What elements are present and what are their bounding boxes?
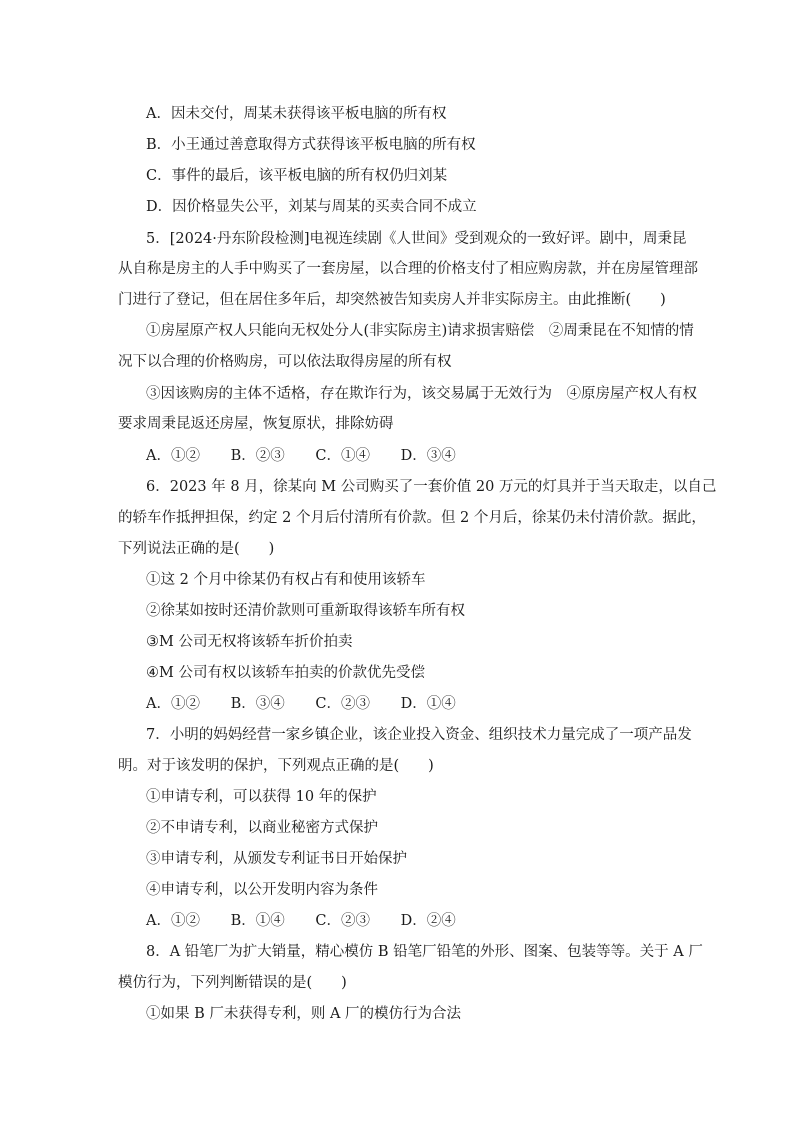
q5-item-1-line-2: 况下以合理的价格购房，可以依法取得房屋的所有权 <box>118 354 452 370</box>
q6-item-4: ④M 公司有权以该轿车拍卖的价款优先受偿 <box>146 665 425 681</box>
q6-choice-d: D．①④ <box>400 696 456 712</box>
q7-item-3: ③申请专利，从颁发专利证书日开始保护 <box>146 851 407 867</box>
q4-option-a: A．因未交付，周某未获得该平板电脑的所有权 <box>146 106 447 122</box>
q7-stem-line-1: 7．小明的妈妈经营一家乡镇企业，该企业投入资金、组织技术力量完成了一项产品发 <box>146 727 692 743</box>
q6-choices <box>146 694 482 714</box>
q5-choices <box>146 446 482 466</box>
q7-item-2: ②不申请专利，以商业秘密方式保护 <box>146 820 378 836</box>
q7-choices <box>146 911 482 931</box>
q7-item-1: ①申请专利，可以获得 10 年的保护 <box>146 789 377 805</box>
q7-choice-d: D．②④ <box>400 913 456 929</box>
q6-item-2: ②徐某如按时还清价款则可重新取得该轿车所有权 <box>146 603 465 619</box>
q5-item-3-line-2: 要求周秉昆返还房屋，恢复原状，排除妨碍 <box>118 416 394 432</box>
q6-item-3: ③M 公司无权将该轿车折价拍卖 <box>146 634 353 650</box>
q6-choice-b: B．③④ <box>230 696 285 712</box>
q5-stem-line-2: 从自称是房主的人手中购买了一套房屋，以合理的价格支付了相应购房款，并在房屋管理部 <box>118 261 698 277</box>
q5-choice-d: D．③④ <box>400 448 456 464</box>
q6-stem-line-3: 下列说法正确的是( ) <box>118 541 275 557</box>
q5-choice-c: C．①④ <box>315 448 370 464</box>
q8-item-1: ①如果 B 厂未获得专利，则 A 厂的模仿行为合法 <box>146 1006 462 1022</box>
q5-stem-line-1: 5．[2024·丹东阶段检测]电视连续剧《人世间》受到观众的一致好评。剧中，周秉昆 <box>146 231 687 247</box>
q8-stem-line-2: 模仿行为，下列判断错误的是( ) <box>118 975 347 991</box>
q5-item-1-line-1: ①房屋原产权人只能向无权处分人(非实际房主)请求损害赔偿 ②周秉昆在不知情的情 <box>146 323 694 339</box>
q5-choice-b: B．②③ <box>230 448 285 464</box>
q7-stem-line-2: 明。对于该发明的保护，下列观点正确的是( ) <box>118 758 434 774</box>
q4-option-c: C．事件的最后，该平板电脑的所有权仍归刘某 <box>146 168 448 184</box>
q6-stem-line-2: 的轿车作抵押担保，约定 2 个月后付清所有价款。但 2 个月后，徐某仍未付清价款。据此， <box>118 510 706 526</box>
q7-choice-b: B．①④ <box>230 913 285 929</box>
q5-stem-line-3: 门进行了登记，但在居住多年后，却突然被告知卖房人并非实际房主。由此推断( ) <box>118 292 666 308</box>
q6-choice-c: C．②③ <box>315 696 370 712</box>
q4-option-b: B．小王通过善意取得方式获得该平板电脑的所有权 <box>146 137 476 153</box>
q5-choice-a: A．①② <box>146 448 200 464</box>
q4-option-d: D．因价格显失公平，刘某与周某的买卖合同不成立 <box>146 199 477 215</box>
q7-item-4: ④申请专利，以公开发明内容为条件 <box>146 882 378 898</box>
q5-item-3-line-1: ③因该购房的主体不适格，存在欺诈行为，该交易属于无效行为 ④原房屋产权人有权 <box>146 386 697 402</box>
q7-choice-a: A．①② <box>146 913 200 929</box>
q7-choice-c: C．②③ <box>315 913 370 929</box>
q6-stem-line-1: 6．2023 年 8 月，徐某向 M 公司购买了一套价值 20 万元的灯具并于当天取走，以自己 <box>146 479 717 495</box>
q6-item-1: ①这 2 个月中徐某仍有权占有和使用该轿车 <box>146 572 426 588</box>
q6-choice-a: A．①② <box>146 696 200 712</box>
q8-stem-line-1: 8．A 铅笔厂为扩大销量，精心模仿 B 铅笔厂铅笔的外形、图案、包装等等。关于 A 厂 <box>146 944 703 960</box>
